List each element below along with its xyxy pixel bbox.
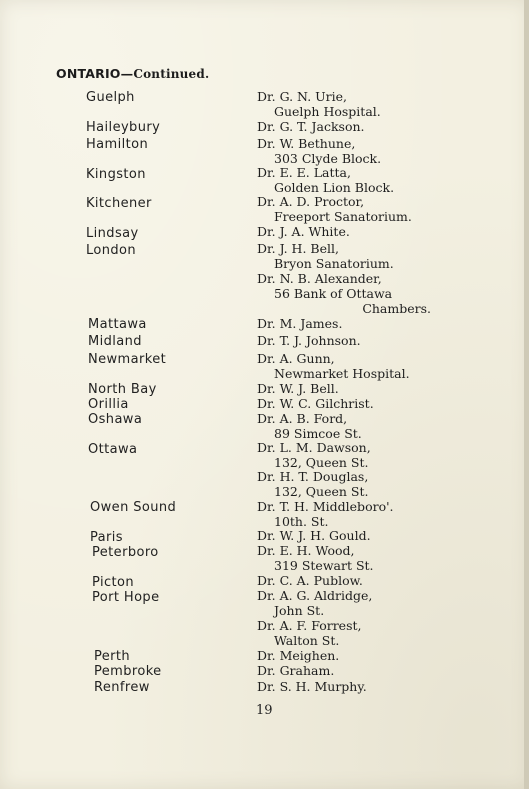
entry-name: Dr. J. A. White. — [257, 224, 350, 239]
directory-entry — [257, 499, 394, 529]
entry-name: Dr. T. J. Johnson. — [257, 333, 361, 348]
directory-entry — [257, 440, 371, 470]
directory-entry — [257, 119, 365, 134]
city-name: Ottawa — [88, 442, 138, 457]
directory-entry — [257, 224, 350, 239]
entry-name: Dr. G. N. Urie, — [257, 89, 348, 104]
city-name: Port Hope — [92, 590, 160, 605]
city-name: Midland — [88, 334, 142, 349]
city-name: Renfrew — [94, 680, 150, 695]
entry-name: Dr. A. G. Aldridge, — [257, 588, 373, 603]
entry-name: Dr. W. J. H. Gould. — [257, 528, 371, 543]
entry-name: Dr. M. James. — [257, 316, 343, 331]
entry-address: Golden Lion Block. — [274, 180, 395, 195]
entry-address: 10th. St. — [274, 514, 329, 529]
directory-entry — [257, 241, 394, 271]
entry-address-continued: Chambers. — [362, 301, 431, 316]
entry-address: 303 Clyde Block. — [274, 151, 382, 166]
entry-name: Dr. A. D. Proctor, — [257, 194, 365, 209]
city-name: Oshawa — [88, 412, 143, 427]
entry-address: 89 Simcoe St. — [274, 426, 362, 441]
directory-entry — [257, 351, 410, 381]
entry-name: Dr. C. A. Publow. — [257, 573, 363, 588]
entry-name: Dr. Meighen. — [257, 648, 340, 663]
entry-name: Dr. G. T. Jackson. — [257, 119, 365, 134]
city-name: Newmarket — [88, 352, 167, 367]
directory-entry — [257, 543, 374, 573]
entry-address: Guelph Hospital. — [274, 104, 381, 119]
city-name: Lindsay — [86, 226, 139, 241]
directory-entry — [257, 573, 363, 588]
city-name: Hamilton — [86, 137, 149, 152]
entry-name: Dr. W. Bethune, — [257, 136, 356, 151]
entry-name: Dr. W. C. Gilchrist. — [257, 396, 374, 411]
directory-entry — [257, 618, 362, 648]
directory-entry — [257, 663, 334, 678]
heading-continued: Continued. — [133, 67, 210, 81]
entry-name: Dr. S. H. Murphy. — [257, 679, 367, 694]
section-heading — [56, 66, 209, 81]
directory-entry — [257, 588, 372, 618]
entry-address: Walton St. — [274, 633, 340, 648]
city-name: Mattawa — [88, 317, 147, 332]
page-edge — [524, 0, 529, 789]
entry-address: Newmarket Hospital. — [274, 366, 410, 381]
entry-name: Dr. A. F. Forrest, — [257, 618, 362, 633]
entry-address: 56 Bank of Ottawa — [274, 286, 393, 301]
city-name: Owen Sound — [90, 500, 177, 515]
entry-address: Bryon Sanatorium. — [274, 256, 394, 271]
entry-name: Dr. T. H. Middleboro'. — [257, 499, 394, 514]
directory-entry — [257, 648, 339, 663]
page-number: 19 — [256, 703, 273, 718]
entry-name: Dr. H. T. Douglas, — [257, 469, 369, 484]
entry-name: Dr. A. B. Ford, — [257, 411, 348, 426]
directory-entry — [257, 381, 339, 396]
entry-name: Dr. L. M. Dawson, — [257, 440, 371, 455]
directory-entry — [257, 396, 374, 411]
directory-entry — [257, 333, 361, 348]
directory-entry — [257, 528, 371, 543]
directory-entry — [257, 679, 367, 694]
directory-entry — [257, 271, 431, 316]
entry-address: John St. — [274, 603, 325, 618]
entry-address: Freeport Sanatorium. — [274, 209, 412, 224]
city-name: Pembroke — [94, 664, 162, 679]
entry-name: Dr. Graham. — [257, 663, 335, 678]
entry-name: Dr. N. B. Alexander, — [257, 271, 382, 286]
directory-entry — [257, 469, 368, 499]
city-name: Kingston — [86, 167, 146, 182]
city-name: Peterboro — [92, 545, 159, 560]
entry-name: Dr. E. E. Latta, — [257, 165, 351, 180]
directory-entry — [257, 136, 381, 166]
directory-entry — [257, 165, 394, 195]
entry-address: 132, Queen St. — [274, 484, 369, 499]
directory-entry — [257, 316, 342, 331]
entry-address: 132, Queen St. — [274, 455, 369, 470]
city-name: North Bay — [88, 382, 157, 397]
city-name: Guelph — [86, 90, 135, 105]
entry-name: Dr. E. H. Wood, — [257, 543, 355, 558]
city-name: Haileybury — [86, 120, 161, 135]
directory-entry — [257, 194, 412, 224]
heading-province: ONTARIO— — [56, 66, 134, 81]
city-name: Kitchener — [86, 196, 152, 211]
city-name: Orillia — [88, 397, 129, 412]
city-name: Picton — [92, 575, 135, 590]
directory-entry — [257, 411, 362, 441]
entry-name: Dr. J. H. Bell, — [257, 241, 339, 256]
city-name: Perth — [94, 649, 131, 664]
city-name: Paris — [90, 530, 123, 545]
directory-entry — [257, 89, 381, 119]
city-name: London — [86, 243, 137, 258]
entry-name: Dr. W. J. Bell. — [257, 381, 339, 396]
entry-address: 319 Stewart St. — [274, 558, 374, 573]
entry-name: Dr. A. Gunn, — [257, 351, 335, 366]
